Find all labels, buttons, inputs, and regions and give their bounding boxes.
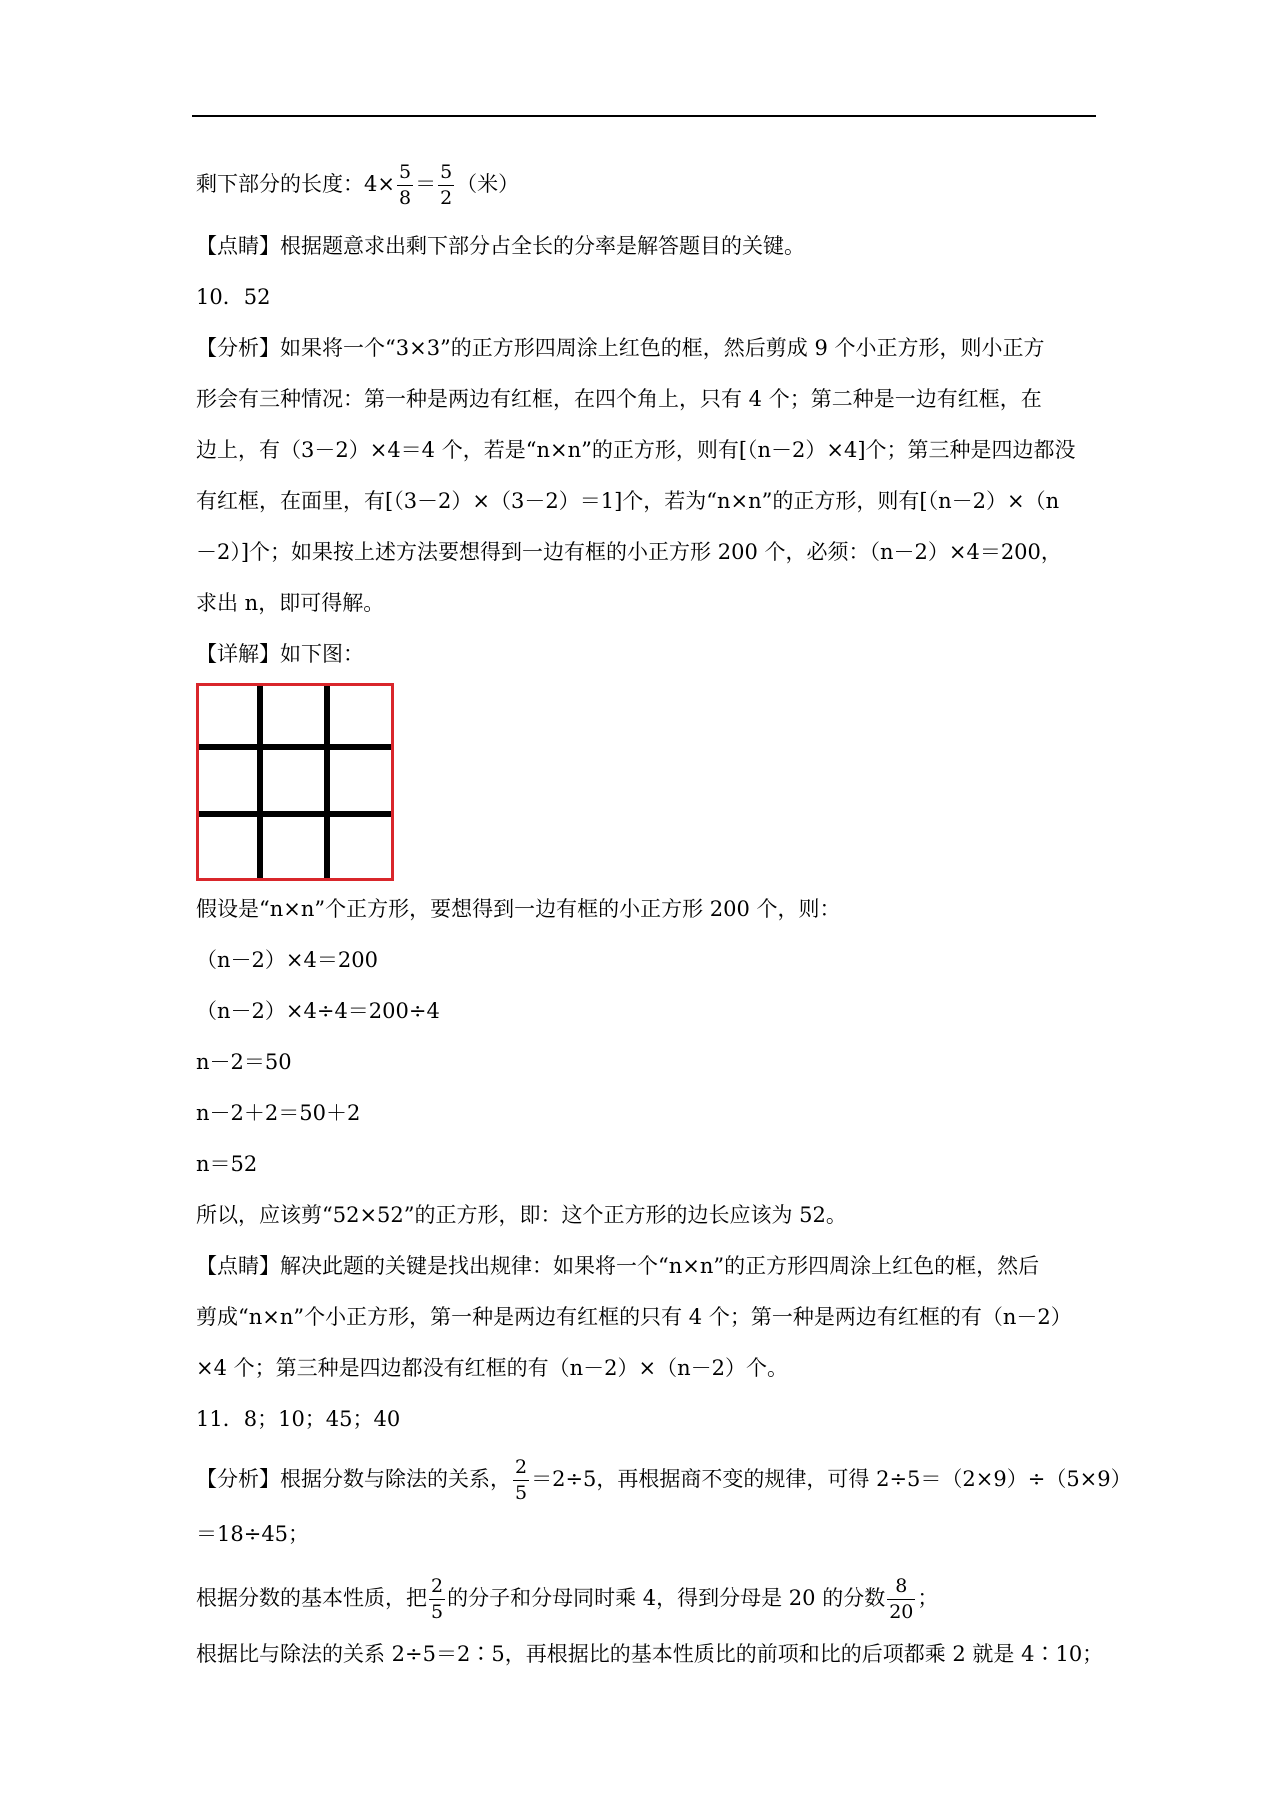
fraction: $\frac{2}{5}$ <box>515 1456 528 1504</box>
grid-figure <box>196 683 394 881</box>
equation-line: （n－2）×4÷4＝200÷4 <box>196 999 440 1023</box>
text-line: 【分析】如果将一个“3×3”的正方形四周涂上红色的框，然后剪成 9 个小正方形，则小正方 <box>196 336 1045 360</box>
header-rule <box>192 115 1096 117</box>
text-line: 剪成“n×n”个小正方形，第一种是两边有红框的只有 4 个；第一种是两边有红框的有（n－2） <box>196 1305 1072 1329</box>
text-line: 所以，应该剪“52×52”的正方形，即：这个正方形的边长应该为 52。 <box>196 1203 847 1227</box>
red-border <box>198 685 393 880</box>
fraction: $\frac{2}{5}$ <box>431 1575 444 1623</box>
text-line: 根据比与除法的关系 2÷5＝2∶5，再根据比的基本性质比的前项和比的后项都乘 2 就是 4∶10； <box>196 1642 1104 1666</box>
text-line: －2）]个；如果按上述方法要想得到一边有框的小正方形 200 个，必须：（n－2）×4＝200， <box>196 540 1062 564</box>
line-fraction-property: 根据分数的基本性质，把 $\frac{2}{5}$ 的分子和分母同时乘 4，得到分母是 20 的分数 $\frac{8}{20}$ ； <box>196 1575 939 1623</box>
text-line: ×4 个；第三种是四边都没有红框的有（n－2）×（n－2）个。 <box>196 1356 788 1380</box>
fraction: $\frac{5}{8}$ <box>398 161 412 209</box>
answer-heading: 10．52 <box>196 285 271 309</box>
text-line: 有红框，在面里，有[（3－2）×（3－2）＝1]个，若为“n×n”的正方形，则有[（n－2）×（n <box>196 489 1060 513</box>
answer-heading: 11．8；10；45；40 <box>196 1407 401 1431</box>
equation-line: n－2＝50 <box>196 1050 292 1074</box>
text-line: 【点睛】根据题意求出剩下部分占全长的分率是解答题目的关键。 <box>196 234 805 258</box>
line-analysis-fraction: 【分析】根据分数与除法的关系， $\frac{2}{5}$ ＝2÷5，再根据商不变的规律，可得 2÷5＝（2×9）÷（5×9） <box>196 1456 1132 1504</box>
text-line: ＝18÷45； <box>196 1522 310 1546</box>
equation-line: n＝52 <box>196 1152 258 1176</box>
fraction: $\frac{8}{20}$ <box>889 1575 914 1623</box>
text-line: 【详解】如下图： <box>196 642 364 666</box>
text-line: 边上，有（3－2）×4＝4 个，若是“n×n”的正方形，则有[（n－2）×4]个；第三种是四边都没 <box>196 438 1076 462</box>
equation-line: n－2＋2＝50＋2 <box>196 1101 361 1125</box>
fraction: $\frac{5}{2}$ <box>440 161 453 209</box>
text-line: 【点睛】解决此题的关键是找出规律：如果将一个“n×n”的正方形四周涂上红色的框，然后 <box>196 1254 1040 1278</box>
text-line: 求出 n，即可得解。 <box>196 591 385 615</box>
line-length-remaining: 剩下部分的长度：4× $\frac{5}{8}$ ＝ $\frac{5}{2}$ （米） <box>196 161 520 209</box>
text-line: 形会有三种情况：第一种是两边有红框，在四个角上，只有 4 个；第二种是一边有红框，在 <box>196 387 1042 411</box>
equation-line: （n－2）×4＝200 <box>196 948 378 972</box>
text-line: 假设是“n×n”个正方形，要想得到一边有框的小正方形 200 个，则： <box>196 897 841 921</box>
